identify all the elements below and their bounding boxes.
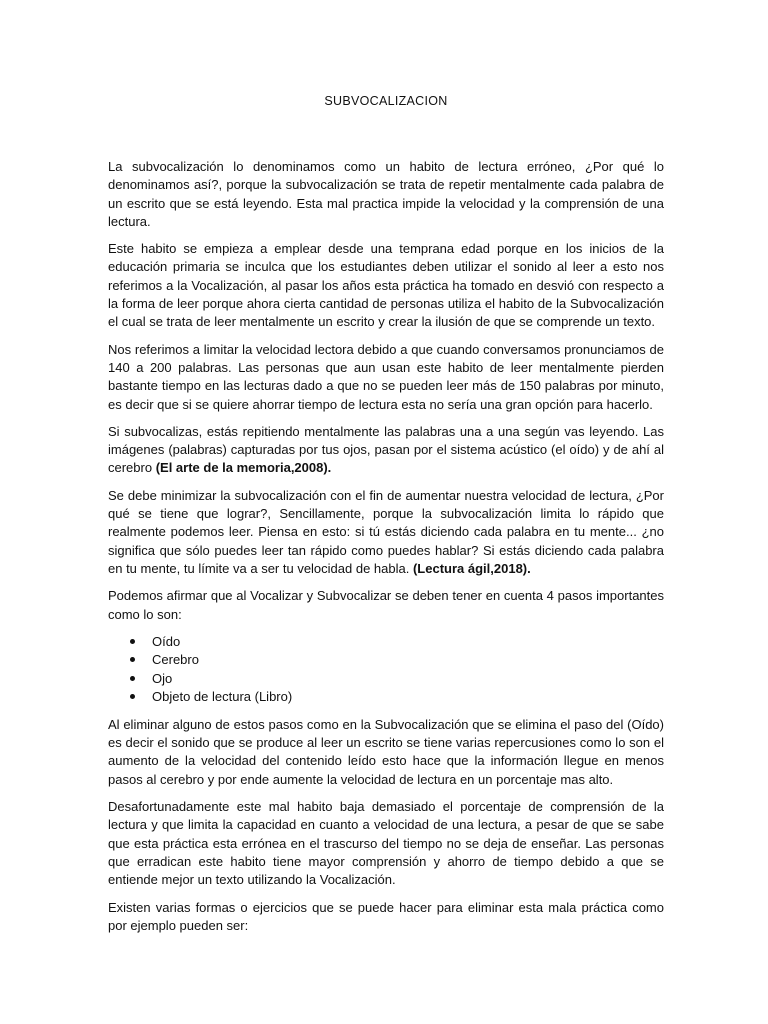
list-item-label: Cerebro bbox=[152, 652, 199, 668]
paragraph-3: Nos referimos a limitar la velocidad lectora debido a que cuando conversamos pronunciamos de 140 a 200 palabras. Las personas que aun usan este habito de leer mentalmente pierden bastante tiempo en las lecturas dado a que no se pueden leer más de 150 palabras por minuto, es decir que si se quiere ahorrar tiempo de lectura esta no sería una gran opción para hacerlo. bbox=[108, 341, 664, 412]
list-item-label: Ojo bbox=[152, 670, 173, 686]
citation-lectura-agil: (Lectura ágil,2018). bbox=[412, 560, 531, 576]
paragraph-4-text: Si subvocalizas, estás repitiendo mentalmente las palabras una a una según vas leyendo. Las imágenes (palabras) capturadas por tus ojos, pasan por el sistema acústico (el oído) y de ahí al cerebro bbox=[108, 423, 664, 476]
bullet-icon bbox=[130, 694, 135, 699]
list-item bbox=[130, 651, 664, 670]
steps-list bbox=[108, 633, 664, 707]
paragraph-9: Existen varias formas o ejercicios que se puede hacer para eliminar esta mala práctica como por ejemplo pueden ser: bbox=[108, 899, 664, 933]
paragraph-2: Este habito se empieza a emplear desde una temprana edad porque en los inicios de la educación primaria se inculca que los estudiantes deben utilizar el sonido al leer a esto nos referimos a la Vocalización, al pasar los años esta práctica ha tomado en desvió con respecto a la forma de leer porque ahora cierta cantidad de personas utiliza el habito de la Subvocalización el cual se trata de leer mentalmente un escrito y crear la ilusión de que se comprende un texto. bbox=[108, 241, 664, 330]
list-item-label: Objeto de lectura (Libro) bbox=[152, 689, 293, 705]
list-item bbox=[130, 633, 664, 652]
document-body bbox=[108, 93, 664, 944]
list-item bbox=[130, 688, 664, 707]
citation-el-arte-de-la-memoria: (El arte de la memoria,2008). bbox=[155, 460, 332, 476]
paragraph-4 bbox=[108, 423, 664, 478]
list-item bbox=[130, 670, 664, 689]
paragraph-5-text: Se debe minimizar la subvocalización con el fin de aumentar nuestra velocidad de lectura, ¿Por qué se tiene que lograr?, Sencillamente, porque la subvocalización limita lo rápido que realmente podemos leer. Piensa en esto: si tú estás diciendo cada palabra en tu mente... ¿no significa que sólo puedes leer tan rápido como puedes hablar? Si estás diciendo cada palabra en tu mente, tu límite va a ser tu velocidad de habla. bbox=[108, 487, 664, 576]
bullet-icon bbox=[130, 639, 135, 644]
document-title: SUBVOCALIZACION bbox=[324, 94, 448, 108]
paragraph-6: Podemos afirmar que al Vocalizar y Subvocalizar se deben tener en cuenta 4 pasos importantes como lo son: bbox=[108, 588, 664, 622]
bullet-icon bbox=[130, 676, 135, 681]
bullet-icon bbox=[130, 657, 135, 662]
paragraph-5 bbox=[108, 487, 664, 578]
paragraph-1: La subvocalización lo denominamos como un habito de lectura erróneo, ¿Por qué lo denominamos así?, porque la subvocalización se trata de repetir mentalmente cada palabra de un escrito que se está leyendo. Esta mal practica impide la velocidad y la comprensión de una lectura. bbox=[108, 159, 664, 229]
list-item-label: Oído bbox=[152, 633, 181, 649]
paragraph-8: Desafortunadamente este mal habito baja demasiado el porcentaje de comprensión de la lectura y que limita la capacidad en cuanto a velocidad de una lectura, a pesar de que se sabe que esta práctica esta errónea en el trascurso del tiempo no se deja de enseñar. Las personas que erradican este habito tiene mayor comprensión y ahorro de tiempo debido a que se entiende mejor un texto utilizando la Vocalización. bbox=[108, 799, 664, 888]
paragraph-7: Al eliminar alguno de estos pasos como en la Subvocalización que se elimina el paso del (Oído) es decir el sonido que se produce al leer un escrito se tiene varias repercusiones como lo son el aumento de la velocidad del contenido leído esto hace que la información llegue en menos pasos al cerebro y por ende aumente la velocidad de lectura en un porcentaje mas alto. bbox=[108, 716, 664, 787]
